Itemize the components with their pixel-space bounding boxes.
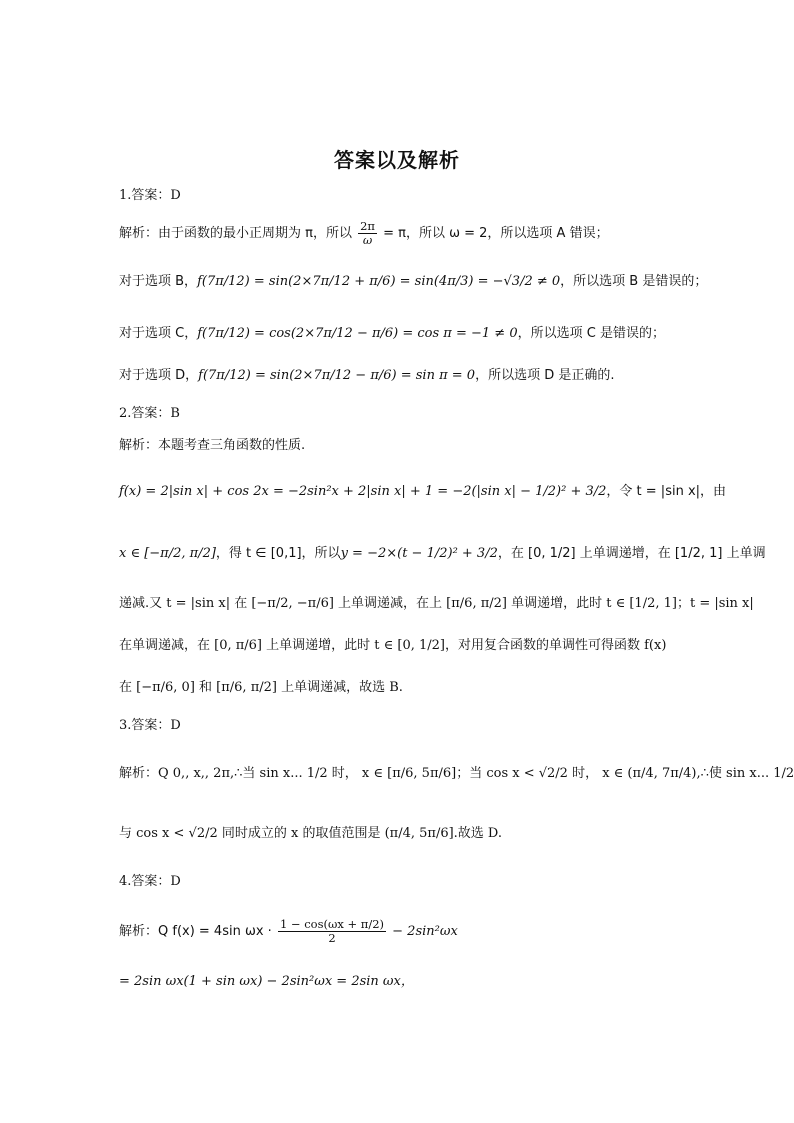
q2-line-3-text-d: ，在 [0, 1/2] 上单调递增，在 [1/2, 1] 上单调: [497, 546, 766, 561]
q1-line-1-text-b: = π，所以 ω = 2，所以选项 A 错误；: [383, 226, 609, 241]
q3-line-2: 与 cos x < √2/2 同时成立的 x 的取值范围是 (π/4, 5π/6].故选 D.: [119, 826, 503, 841]
q1-line-2-text-b: ，所以选项 B 是错误的；: [560, 274, 708, 289]
q2-line-3-expr-c: y = −2×(t − 1/2)² + 3/2: [340, 546, 498, 561]
q4-line-1-frac-num: 1 − cos(ωx + π/2): [279, 917, 385, 931]
q1-line-2: [119, 272, 708, 292]
q4-line-2: = 2sin ωx(1 + sin ωx) − 2sin²ωx = 2sin ωx，: [119, 974, 414, 989]
q1-line-2-expression: f(7π/12) = sin(2×7π/12 + π/6) = sin(4π/3) = −√3/2 ≠ 0: [197, 274, 561, 289]
q2-line-5: 在单调递减，在 [0, π/6] 上单调递增，此时 t ∈ [0, 1/2]，对用复合函数的单调性可得函数 f(x): [119, 638, 667, 653]
q1-line-1: [119, 220, 679, 247]
q4-line-1: [119, 918, 679, 945]
q3-answer-heading: 3.答案：D: [119, 718, 181, 733]
q1-line-1-fraction: [358, 220, 377, 247]
q2-line-3-expr-a: x ∈ [−π/2, π/2]: [119, 546, 216, 561]
q1-line-1-frac-num: 2π: [360, 219, 375, 233]
q2-line-1: 解析：本题考查三角函数的性质.: [119, 438, 306, 453]
q2-line-4: 递减.又 t = |sin x| 在 [−π/2, −π/6] 上单调递减，在上 [π/6, π/2] 单调递增，此时 t ∈ [1/2, 1]；t = |sin x|: [119, 596, 754, 611]
q2-line-3-text-b: ，得 t ∈ [0,1]，所以: [215, 546, 341, 561]
q1-line-4: [119, 366, 679, 386]
q3-line-1: 解析：Q 0,, x,, 2π,∴当 sin x... 1/2 时， x ∈ [π/6, 5π/6]；当 cos x < √2/2 时， x ∈ (π/4, 7π/4),∴使 sin x... 1/2: [119, 766, 794, 781]
q1-line-3: [119, 324, 679, 344]
q2-line-2-expression: f(x) = 2|sin x| + cos 2x = −2sin²x + 2|sin x| + 1 = −2(|sin x| − 1/2)² + 3/2: [119, 484, 607, 499]
q1-line-4-text-b: ，所以选项 D 是正确的.: [475, 368, 615, 383]
q1-line-4-text-a: 对于选项 D，: [119, 368, 199, 383]
q1-line-3-expression: f(7π/12) = cos(2×7π/12 − π/6) = cos π = −1 ≠ 0: [197, 326, 518, 341]
q1-line-1-frac-den: ω: [362, 233, 373, 247]
q2-line-2: [119, 482, 727, 502]
q1-line-3-text-b: ，所以选项 C 是错误的；: [517, 326, 665, 341]
q1-line-3-text-a: 对于选项 C，: [119, 326, 198, 341]
q4-line-1-fraction: [278, 918, 386, 945]
q1-line-2-text-a: 对于选项 B，: [119, 274, 198, 289]
q2-line-2-text-b: ，令 t = |sin x|，由: [606, 484, 727, 499]
q1-line-4-expression: f(7π/12) = sin(2×7π/12 − π/6) = sin π = 0: [198, 368, 476, 383]
q4-line-1-frac-den: 2: [328, 931, 336, 945]
page-title: 答案以及解析: [334, 148, 460, 172]
q2-answer-heading: 2.答案：B: [119, 406, 180, 421]
q1-answer-heading: 1.答案：D: [119, 188, 181, 203]
q4-line-1-text-b: − 2sin²ωx: [392, 924, 458, 939]
q4-line-1-text-a: 解析：Q f(x) = 4sin ωx ·: [119, 924, 272, 939]
q2-line-3: [119, 544, 766, 564]
q4-answer-heading: 4.答案：D: [119, 874, 181, 889]
q1-line-1-text-a: 解析：由于函数的最小正周期为 π，所以: [119, 226, 352, 241]
q2-line-6: 在 [−π/6, 0] 和 [π/6, π/2] 上单调递减，故选 B.: [119, 680, 403, 695]
